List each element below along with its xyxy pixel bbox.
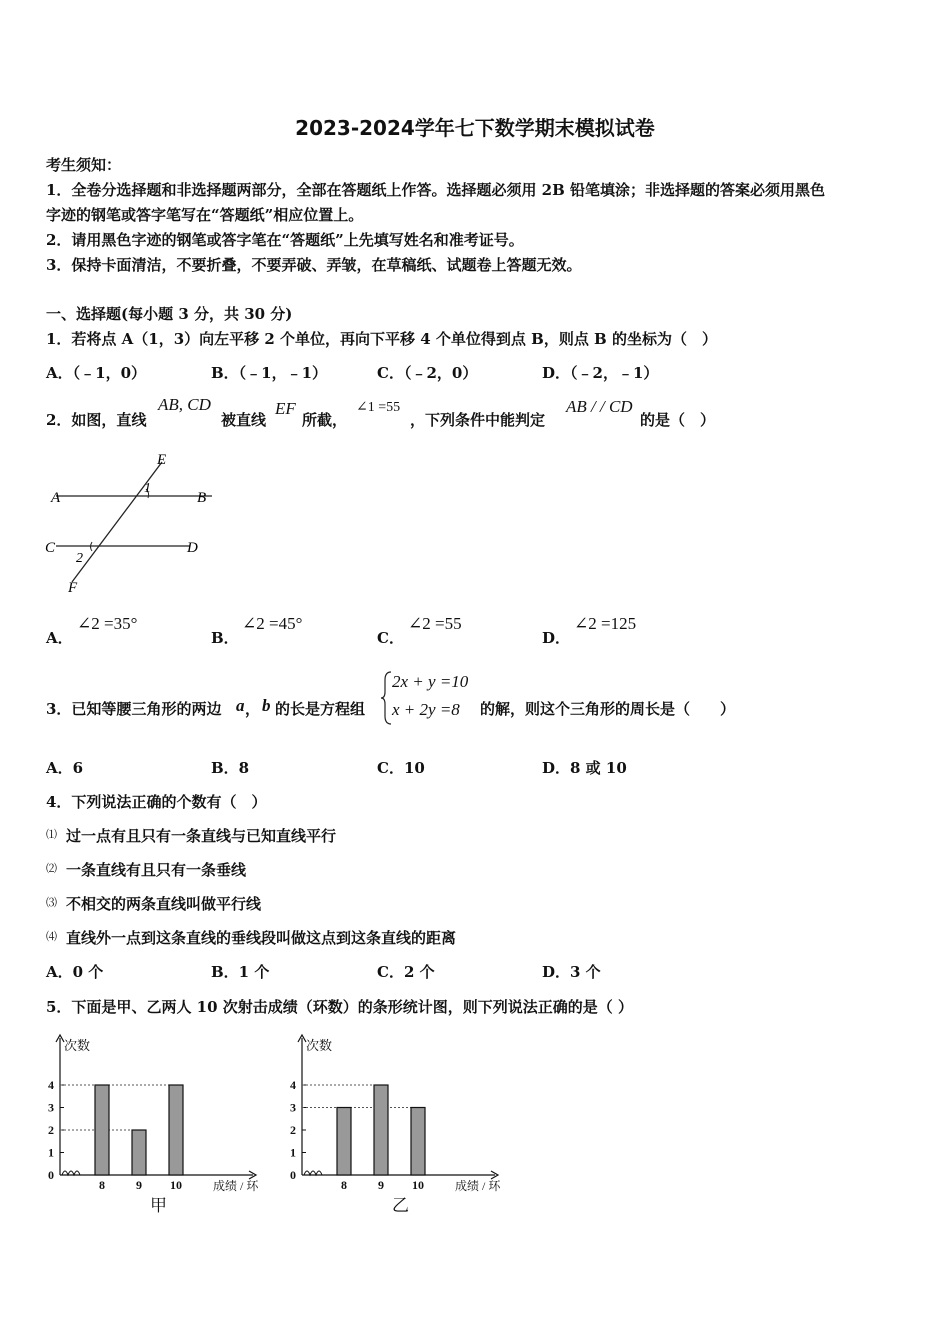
q2-figure [40, 448, 220, 598]
y-tick-label: 0 [290, 1168, 296, 1182]
q4-option-b[interactable]: B．1 个 [211, 963, 270, 981]
q2-math-angle1: ∠1 =55 [356, 400, 401, 415]
notice-line-2: 2．请用黑色字迹的钢笔或答字笔在“答题纸”上先填写姓名和准考证号。 [46, 231, 524, 249]
q3-option-d[interactable]: D．8 或 10 [542, 759, 627, 777]
q3-equation-2: x + 2y =8 [392, 700, 460, 719]
q2-option-a[interactable]: ∠2 =35° [77, 614, 138, 633]
q2-stem-part4: ，下列条件中能判定 [410, 411, 546, 429]
q2-stem-part3: 所截， [302, 411, 348, 429]
q2-math-ab-cd: AB, CD [158, 395, 211, 414]
x-axis-label: 成绩 / 环 [213, 1179, 259, 1193]
q3-comma: ， [245, 700, 261, 718]
q1-option-b[interactable]: B．（﹣1，﹣1） [211, 364, 328, 382]
q1-stem: 1．若将点 A（1，3）向左平移 2 个单位，再向下平移 4 个单位得到点 B，则点 B 的坐标为（ ） [46, 330, 717, 348]
q4-statement-4: 直线外一点到这条直线的垂线段叫做这点到这条直线的距离 [66, 929, 457, 947]
q3-equation-1: 2x + y =10 [392, 672, 469, 691]
bar-10 [169, 1085, 183, 1175]
y-tick-label: 1 [290, 1145, 296, 1160]
notice-line-3: 3．保持卡面清洁，不要折叠，不要弄破、弄皱，在草稿纸、试题卷上答题无效。 [46, 256, 582, 274]
y-tick-label: 2 [290, 1123, 296, 1137]
q4-stem: 4．下列说法正确的个数有（ ） [46, 793, 267, 811]
label-e: E [157, 452, 167, 468]
q4-statement-2: 一条直线有且只有一条垂线 [66, 861, 247, 879]
bar-8 [95, 1085, 109, 1175]
q3-var-a: a [236, 696, 245, 715]
q2-option-b-label[interactable]: B． [211, 629, 239, 647]
label-c: C [45, 540, 56, 556]
q2-option-d-label[interactable]: D． [542, 629, 571, 647]
page-title: 2023-2024学年七下数学期末模拟试卷 [295, 116, 655, 140]
y-tick-label: 4 [290, 1078, 296, 1092]
q3-option-a[interactable]: A．6 [46, 759, 84, 777]
y-tick-label: 1 [48, 1145, 54, 1160]
chart-title: 甲 [150, 1196, 167, 1215]
notice-line-1a: 1．全卷分选择题和非选择题两部分，全部在答题纸上作答。选择题必须用 2B 铅笔填涂；非选择题的答案必须用黑色 [46, 181, 826, 199]
line-ef [72, 462, 162, 582]
y-tick-label: 3 [48, 1100, 54, 1115]
x-tick-label: 10 [412, 1178, 424, 1192]
x-tick-label: 8 [341, 1178, 347, 1192]
chart-title: 乙 [392, 1196, 409, 1215]
q5-stem: 5．下面是甲、乙两人 10 次射击成绩（环数）的条形统计图，则下列说法正确的是（ ） [46, 998, 633, 1016]
q4-option-a[interactable]: A．0 个 [46, 963, 104, 981]
y-tick-label: 4 [48, 1078, 54, 1092]
bar-9 [374, 1085, 388, 1175]
q2-math-ef: EF [275, 399, 296, 418]
label-b: B [197, 490, 207, 506]
q3-option-c[interactable]: C．10 [377, 759, 425, 777]
notice-line-1b: 字迹的钢笔或答字笔写在“答题纸”相应位置上。 [46, 206, 364, 224]
chart-jia [40, 1030, 280, 1225]
label-d: D [187, 540, 198, 556]
x-tick-label: 9 [136, 1178, 142, 1192]
q1-option-a[interactable]: A．（﹣1，0） [46, 364, 147, 382]
q3-option-b[interactable]: B．8 [211, 759, 250, 777]
q1-option-d[interactable]: D．（﹣2，﹣1） [542, 364, 659, 382]
q2-option-b[interactable]: ∠2 =45° [242, 614, 303, 633]
y-axis-label: 次数 [306, 1038, 333, 1053]
x-axis-label: 成绩 / 环 [455, 1179, 501, 1193]
q2-stem-part2: 被直线 [221, 411, 267, 429]
q1-option-c[interactable]: C．（﹣2，0） [377, 364, 478, 382]
q2-math-ab-parallel-cd: AB / / CD [566, 397, 633, 416]
x-tick-label: 8 [99, 1178, 105, 1192]
chart-yi [282, 1030, 522, 1225]
q2-option-c-label[interactable]: C． [377, 629, 404, 647]
y-tick-label: 0 [48, 1168, 54, 1182]
q2-option-c[interactable]: ∠2 =55 [408, 614, 462, 633]
q3-var-b: b [262, 696, 271, 715]
x-tick-label: 9 [378, 1178, 384, 1192]
q4-statement-2-num: ⑵ [46, 862, 57, 875]
q2-stem-part5: 的是（ ） [640, 411, 716, 429]
label-angle1: 1 [144, 481, 151, 496]
x-tick-label: 10 [170, 1178, 182, 1192]
y-tick-label: 2 [48, 1123, 54, 1137]
bar-10 [411, 1108, 425, 1176]
q3-stem-part2: 的长是方程组 [275, 700, 366, 718]
q4-statement-1: 过一点有且只有一条直线与已知直线平行 [66, 827, 337, 845]
y-tick-label: 3 [290, 1100, 296, 1115]
bar-8 [337, 1108, 351, 1176]
q4-statement-4-num: ⑷ [46, 930, 57, 943]
q2-option-d[interactable]: ∠2 =125 [574, 614, 637, 633]
q3-stem-part1: 3．已知等腰三角形的两边 [46, 700, 222, 718]
q2-option-a-label[interactable]: A． [46, 629, 73, 647]
q4-option-c[interactable]: C．2 个 [377, 963, 435, 981]
q2-stem-part1: 2．如图，直线 [46, 411, 147, 429]
notice-heading: 考生须知： [46, 156, 122, 174]
y-axis-label: 次数 [64, 1038, 91, 1053]
section-heading: 一、选择题(每小题 3 分，共 30 分) [46, 305, 293, 323]
q4-statement-1-num: ⑴ [46, 828, 57, 841]
q4-statement-3: 不相交的两条直线叫做平行线 [66, 895, 262, 913]
q4-option-d[interactable]: D．3 个 [542, 963, 601, 981]
bar-9 [132, 1130, 146, 1175]
label-f: F [68, 580, 78, 596]
q4-statement-3-num: ⑶ [46, 896, 57, 909]
label-angle2: 2 [76, 551, 83, 566]
label-a: A [51, 490, 61, 506]
q3-stem-part3: 的解，则这个三角形的周长是（ ） [480, 700, 736, 718]
